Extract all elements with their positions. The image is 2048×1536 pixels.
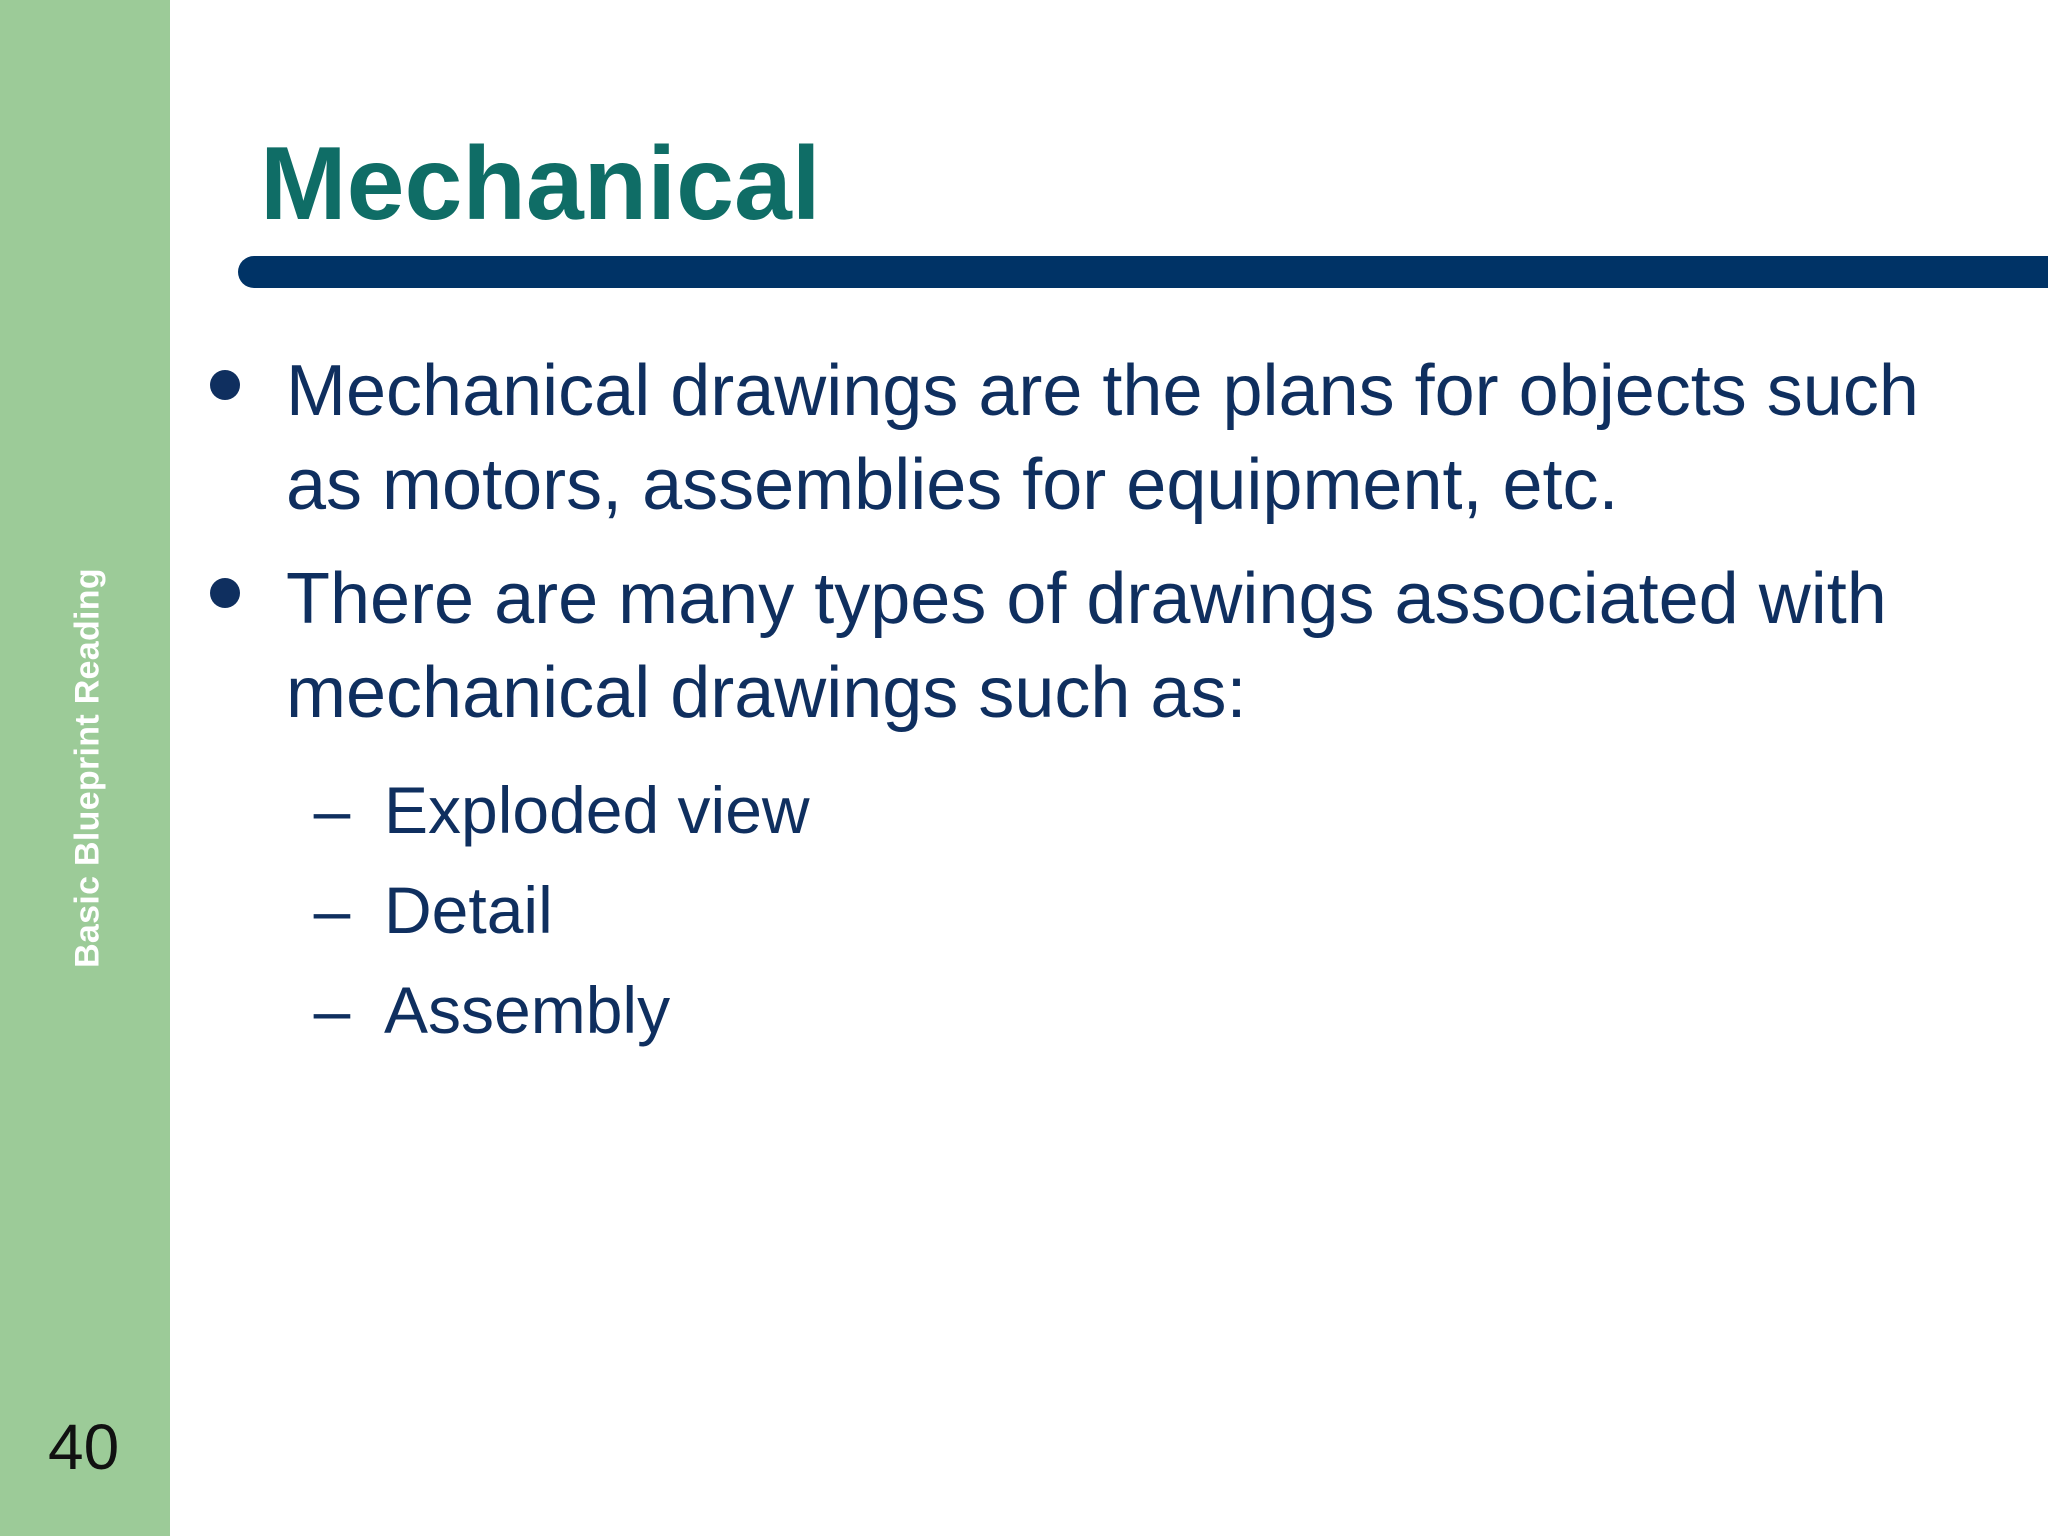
bullet-text-2: There are many types of drawings associated with mechanical drawings such as: (286, 559, 1887, 733)
dash-marker-icon: – (313, 773, 351, 847)
bullet-dot-icon (210, 578, 240, 608)
subbullet-list (312, 760, 1990, 1060)
slide-content (210, 344, 1990, 1060)
subbullet-item-1 (312, 760, 1990, 860)
bullet-item-2 (210, 552, 1990, 740)
subbullet-item-3 (312, 960, 1990, 1060)
dash-marker-icon: – (313, 973, 351, 1047)
slide-title: Mechanical (260, 126, 821, 242)
title-underline-bar (238, 256, 2048, 288)
bullet-item-1 (210, 344, 1990, 532)
subbullet-text-1: Exploded view (384, 773, 810, 847)
subbullet-text-3: Assembly (384, 973, 671, 1047)
subbullet-item-2 (312, 860, 1990, 960)
subbullet-text-2: Detail (384, 873, 553, 947)
dash-marker-icon: – (313, 873, 351, 947)
page-number: 40 (48, 1411, 120, 1483)
bullet-dot-icon (210, 370, 240, 400)
left-band (0, 0, 170, 1536)
side-label: Basic Blueprint Reading (68, 568, 107, 968)
bullet-text-1: Mechanical drawings are the plans for objects such as motors, assemblies for equipment, etc. (286, 351, 1919, 525)
